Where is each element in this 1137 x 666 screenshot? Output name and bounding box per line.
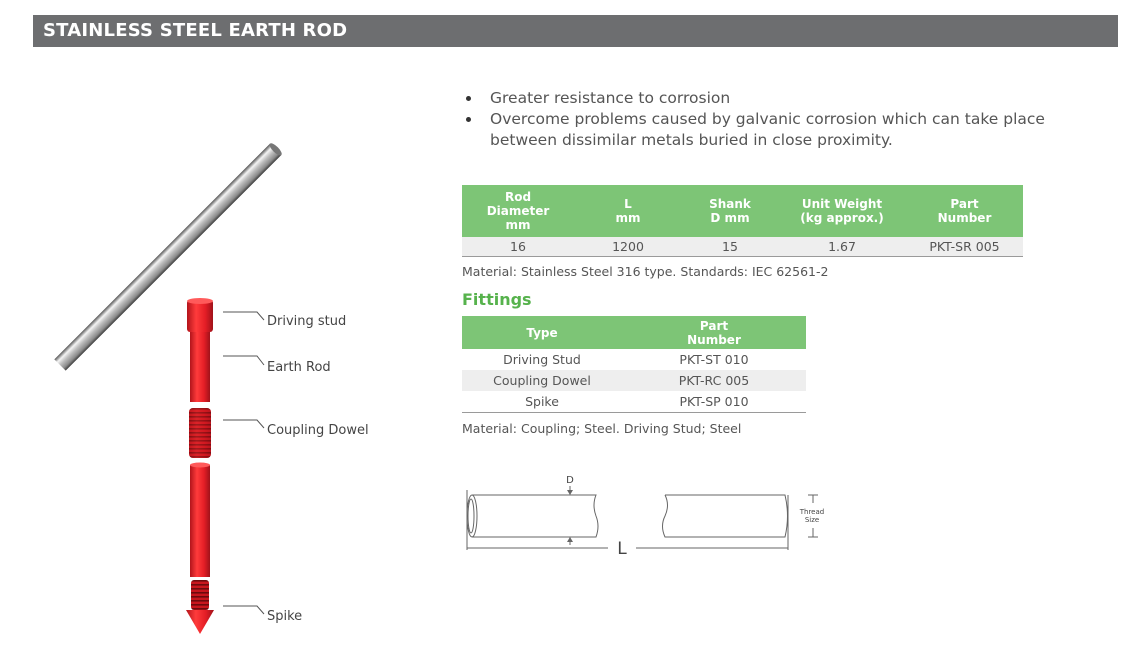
header-type: Type <box>462 316 622 349</box>
fittings-title: Fittings <box>462 290 532 309</box>
spike-image <box>186 580 214 634</box>
table-row: Coupling Dowel PKT-RC 005 <box>462 370 806 391</box>
callout-earth-rod: Earth Rod <box>267 360 331 375</box>
dimension-d-label: D <box>566 475 574 486</box>
earth-rod-section-image <box>190 332 210 402</box>
feature-item: Greater resistance to corrosion <box>460 88 1080 109</box>
table-row: 16 1200 15 1.67 PKT-SR 005 <box>462 237 1023 257</box>
callout-driving-stud: Driving stud <box>267 314 347 329</box>
fittings-material-note: Material: Coupling; Steel. Driving Stud; Steel <box>462 421 742 436</box>
callout-lines <box>223 312 264 614</box>
table-row: Spike PKT-SP 010 <box>462 391 806 413</box>
dimension-diagram <box>460 470 840 570</box>
thread-label-line2: Size <box>804 516 820 524</box>
header-unit-weight: Unit Weight (kg approx.) <box>778 185 906 237</box>
coupling-dowel-image <box>189 408 211 458</box>
feature-list <box>460 88 1080 151</box>
section-title: STAINLESS STEEL EARTH ROD <box>43 20 348 41</box>
steel-rod-image <box>54 142 283 371</box>
rod-spec-table <box>462 185 1023 257</box>
header-part-number: Part Number <box>622 316 806 349</box>
section-title-bar <box>33 15 1118 47</box>
fittings-table <box>462 316 806 413</box>
header-rod-diameter: Rod Diameter mm <box>462 185 574 237</box>
thread-label-line1: Thread <box>799 508 825 516</box>
header-length: L mm <box>574 185 682 237</box>
feature-item: Overcome problems caused by galvanic corrosion which can take place between dissimilar metals buried in close proximity. <box>460 109 1080 151</box>
header-part-number: Part Number <box>906 185 1023 237</box>
earth-rod-lower-image <box>190 463 210 578</box>
header-shank: Shank D mm <box>682 185 778 237</box>
callout-coupling-dowel: Coupling Dowel <box>267 423 369 438</box>
dimension-l-label: L <box>617 539 627 559</box>
table-row: Driving Stud PKT-ST 010 <box>503 352 749 367</box>
rod-material-note: Material: Stainless Steel 316 type. Standards: IEC 62561-2 <box>462 264 829 279</box>
earth-rod-illustration <box>50 140 380 650</box>
driving-stud-image <box>187 298 213 332</box>
callout-spike: Spike <box>267 609 303 624</box>
